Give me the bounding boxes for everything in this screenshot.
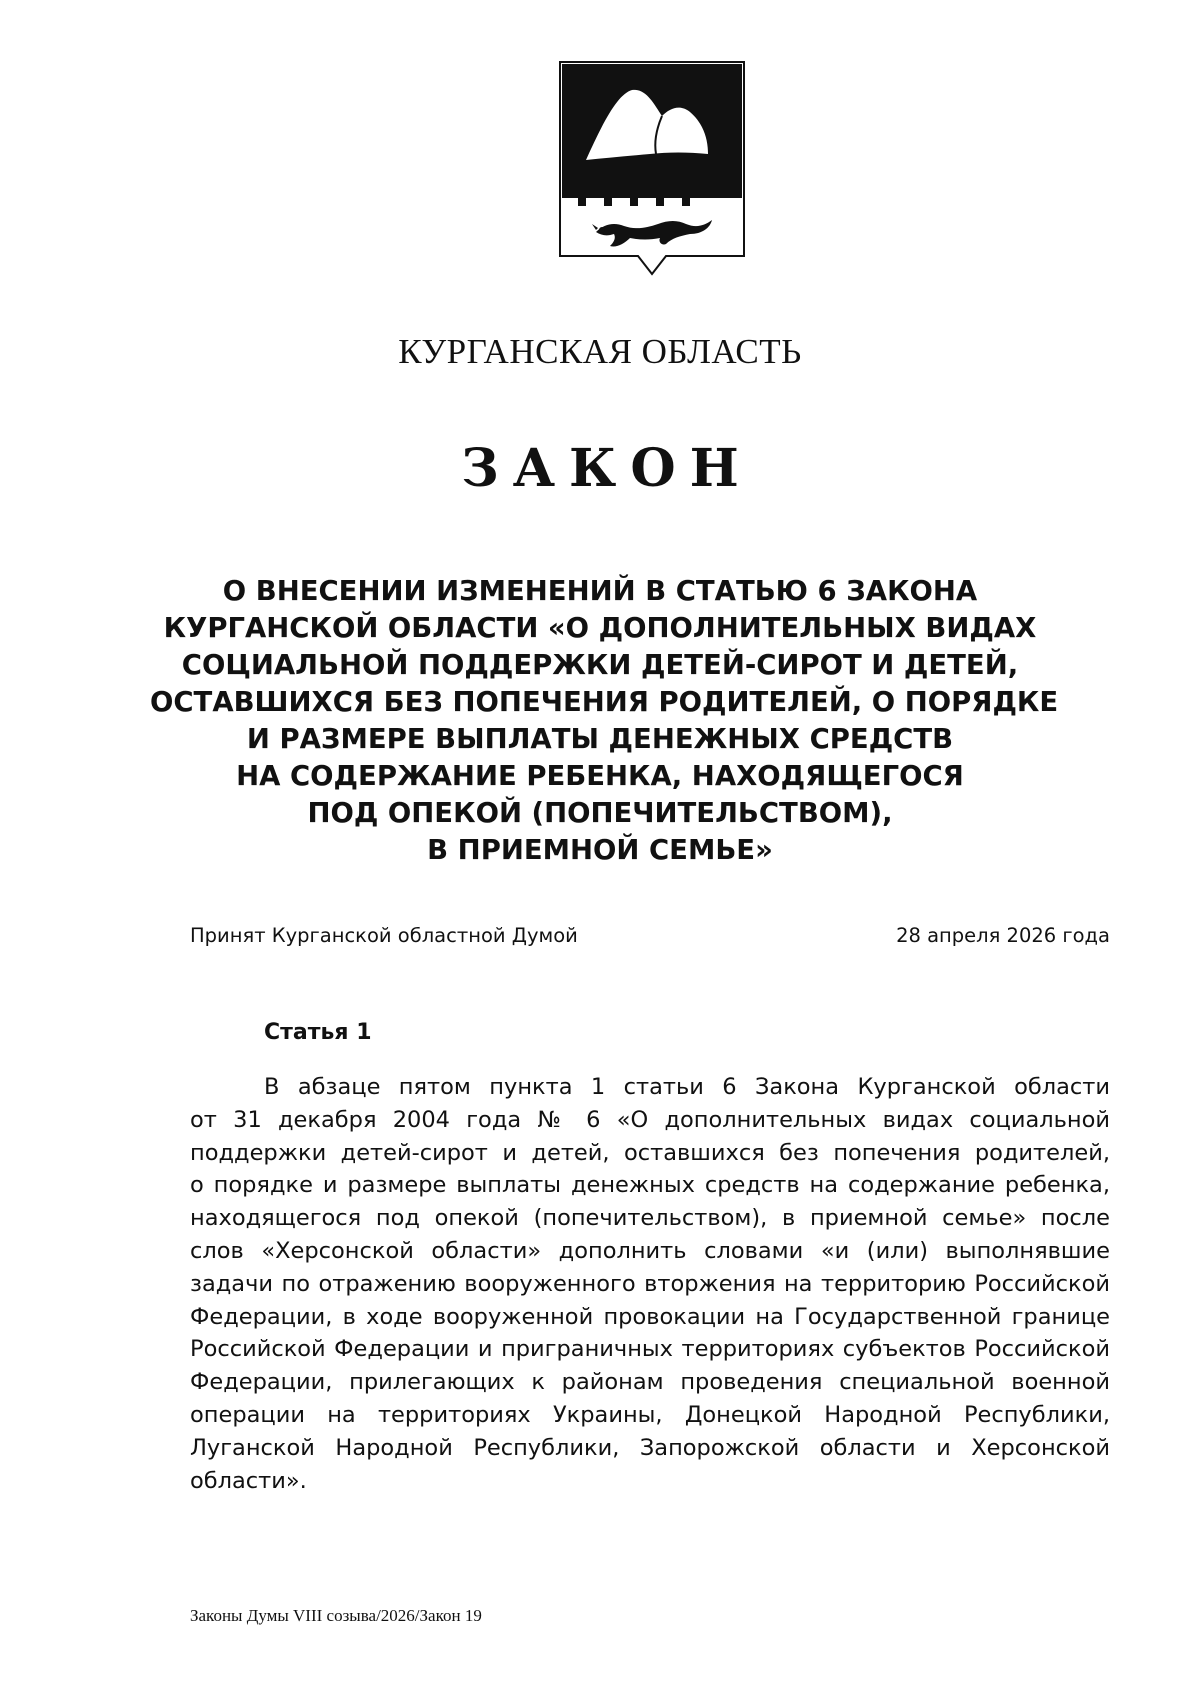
article-line: находящегося под опекой (попечительством), в приемной семье» после [190,1205,1110,1232]
adopted-by: Принят Курганской областной Думой [190,924,578,947]
article-body [190,1071,1110,1497]
article-heading: Статья 1 [264,1020,372,1045]
article-line: Луганской Народной Республики, Запорожской области и Херсонской [190,1434,1110,1461]
article-line: В абзаце пятом пункта 1 статьи 6 Закона Курганской области [264,1074,1110,1100]
article-line: Федерации, прилегающих к районам проведения специальной военной [190,1369,1110,1396]
law-title-line: ПОД ОПЕКОЙ (ПОПЕЧИТЕЛЬСТВОМ), [307,797,893,829]
article-line: области». [190,1467,307,1494]
law-title-line: ОСТАВШИХСЯ БЕЗ ПОПЕЧЕНИЯ РОДИТЕЛЕЙ, О ПОРЯДКЕ [150,686,1059,718]
law-title-line: О ВНЕСЕНИИ ИЗМЕНЕНИЙ В СТАТЬЮ 6 ЗАКОНА [222,575,978,607]
article-line: поддержки детей-сирот и детей, оставшихся без попечения родителей, [190,1139,1110,1166]
law-title-line: И РАЗМЕРЕ ВЫПЛАТЫ ДЕНЕЖНЫХ СРЕДСТВ [246,723,954,755]
article-line: задачи по отражению вооруженного вторжения на территорию Российской [190,1270,1110,1297]
adoption-date: 28 апреля 2026 года [896,924,1110,947]
article-line: от 31 декабря 2004 года № 6 «О дополнительных видах социальной [190,1106,1110,1133]
coat-of-arms-emblem [558,60,746,294]
article-line: Российской Федерации и приграничных территориях субъектов Российской [190,1336,1110,1363]
article-line: операции на территориях Украины, Донецкой Народной Республики, [190,1401,1110,1428]
adoption-line [190,924,1110,947]
article-line: Федерации, в ходе вооруженной провокации на Государственной границе [190,1303,1110,1330]
article-line: о порядке и размере выплаты денежных средств на содержание ребенка, [190,1172,1110,1199]
law-title-line: В ПРИЕМНОЙ СЕМЬЕ» [427,834,773,866]
article-line: слов «Херсонской области» дополнить словами «и (или) выполнявшие [190,1237,1110,1264]
law-title [150,573,1059,869]
law-title-line: НА СОДЕРЖАНИЕ РЕБЕНКА, НАХОДЯЩЕГОСЯ [236,760,964,792]
footer-reference: Законы Думы VIII созыва/2026/Закон 19 [190,1606,482,1625]
region-name: КУРГАНСКАЯ ОБЛАСТЬ [398,332,802,371]
document-type: ЗАКОН [461,438,753,499]
law-title-line: КУРГАНСКОЙ ОБЛАСТИ «О ДОПОЛНИТЕЛЬНЫХ ВИДАХ [163,612,1037,644]
law-title-line: СОЦИАЛЬНОЙ ПОДДЕРЖКИ ДЕТЕЙ-СИРОТ И ДЕТЕЙ, [181,649,1019,681]
